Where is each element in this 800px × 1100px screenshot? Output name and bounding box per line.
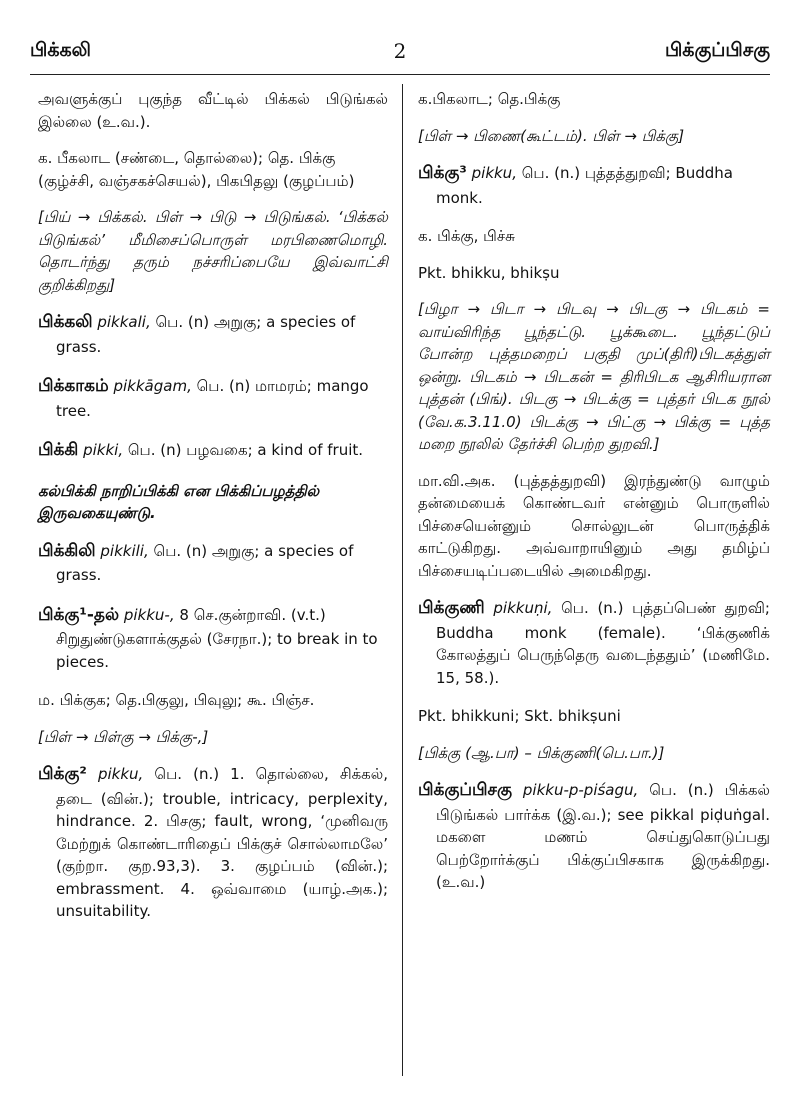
continued-cognates: க. பீகலாட (சண்டை, தொல்லை); தெ. பிக்கு (குழ்ச்சி, வஞ்சகச்செயல்), பிகபிதலு (குழப்பம்) (38, 149, 355, 190)
entry-pikki (38, 438, 388, 464)
left-column (38, 88, 388, 939)
definition: பெ. (n.) 1. தொல்லை, சிக்கல், தடை (வின்.); trouble, intricacy, perplexity, hindrance. 2. பிசகு; fault, wrong, ‘முனிவரு மேற்றுக் கொண்டாரிதைப் பிக்குச் சொல்லாமலே’ (குற்றா. குற.93,3). 3. குழப்பம் (வின்.); embrassment. 4. ஒவ்வாமை (யாழ்.அக.); unsuitability. (56, 765, 388, 920)
transliteration: pikku, (97, 765, 144, 783)
entry-prakrit: Pkt. bhikkuni; Skt. bhikṣuni (418, 707, 621, 725)
definition: பெ. (n.) புத்தத்துறவி; Buddha monk. (436, 164, 733, 207)
transliteration: pikkuṇi, (493, 599, 553, 617)
left-guide-word: பிக்கலி (30, 39, 91, 61)
page-number: 2 (393, 39, 407, 63)
entry-pikku-3 (418, 161, 770, 209)
entry-pikku-2 (38, 762, 388, 923)
headword: பிக்கு² (38, 764, 87, 784)
headword: பிக்கு³ (418, 163, 467, 183)
entry-cognates: க. பிக்கு, பிச்சு (418, 227, 515, 245)
entry-etymology: [பிக்கு (ஆ.பா) – பிக்குணி(பெ.பா.)] (418, 743, 665, 762)
entry-note: மா.வி.அக. (புத்தத்துறவி) இரந்துண்டு வாழும் தன்மையைக் கொண்டவர் என்னும் பொருளில் பிச்சையென்னும் சொல்லுடன் பொருத்திக் காட்டுகிறது. அவ்வாறாயினும் அது தமிழ்ப் பிச்சையடிப்படையில் அமைகிறது. (418, 471, 770, 580)
entry-etymology: [பிள் → பிள்கு → பிக்கு-,] (38, 727, 209, 746)
transliteration: pikku-, (123, 605, 175, 624)
column-divider (402, 84, 403, 1076)
continued-cognates: க.பிகலாட; தெ.பிக்கு (418, 90, 561, 108)
entry-pikkali (38, 310, 388, 358)
transliteration: pikkili, (100, 541, 149, 560)
headword: பிக்குணி (418, 598, 485, 618)
definition: பெ. (n) அறுகு; a species of grass. (56, 541, 354, 584)
transliteration: pikku, (471, 164, 517, 182)
entry-pikku-1 (38, 603, 388, 674)
transliteration: pikku-p-piśagu, (522, 781, 639, 799)
entry-pikkagam (38, 374, 388, 422)
definition: பெ. (n.) புத்தப்பெண் துறவி; Buddha monk (female). ‘பிக்குணிக் கோலத்துப் பெருந்தெரு வடைந்ததும்’ (மணிமே. 15, 58.). (436, 599, 770, 687)
headword: பிக்கு¹-தல் (38, 604, 120, 625)
transliteration: pikkali, (97, 313, 151, 331)
definition: பெ. (n.) பிக்கல் பிடுங்கல் பார்க்க (இ.வ.); see pikkal piḍuṅgal. மகளை மணம் செய்துகொடுப்பது பெற்றோர்க்குப் பிக்குப்பிசகாக இருக்கிறது. (உ.வ.) (436, 781, 770, 891)
entry-pikkuni (418, 596, 770, 689)
definition: பெ. (n) பழவகை; a kind of fruit. (123, 441, 364, 459)
header-rule (30, 74, 770, 75)
entry-prakrit: Pkt. bhikku, bhikṣu (418, 263, 560, 282)
headword: பிக்குப்பிசகு (418, 780, 512, 800)
continued-etymology: [பிள் → பிணை(கூட்டம்). பிள் → பிக்கு] (418, 126, 685, 145)
entry-pikku-p-pisagu (418, 778, 770, 894)
transliteration: pikkāgam, (113, 377, 192, 395)
entry-etymology: [பிழா → பிடா → பிடவு → பிடகு → பிடகம் = வாய்விரிந்த பூந்தட்டு. பூக்கூடை. பூந்தட்டுப் போன்ற புத்தமறைப் பகுதி முப்(திரி)பிடகத்துள் ஒன்று. பிடகம் → பிடகன் = திரிபிடக ஆசிரியரான புத்தன் (பிங்). பிடகு → பிடக்கு = புத்தர் பிடக நூல் (வே.க.3.11.0) பிடக்கு → பிட்கு → பிக்கு = புத்த மறை நூலில் தேர்ச்சி பெற்ற துறவி.] (418, 300, 770, 453)
definition: பெ. (n) மாமரம்; mango tree. (56, 377, 369, 420)
transliteration: pikki, (83, 441, 124, 459)
definition: 8 செ.குன்றாவி. (v.t.) சிறுதுண்டுகளாக்குதல் (சேரநா.); to break in to pieces. (56, 605, 378, 671)
entry-note: கல்பிக்கி நாறிப்பிக்கி என பிக்கிப்பழத்தில் இருவகையுண்டு. (38, 481, 320, 522)
continued-example: அவளுக்குப் புகுந்த வீட்டில் பிக்கல் பிடுங்கல் இல்லை (உ.வ.). (38, 90, 388, 131)
headword: பிக்கிலி (38, 540, 96, 561)
headword: பிக்கலி (38, 312, 93, 332)
definition: பெ. (n) அறுகு; a species of grass. (56, 313, 356, 356)
headword: பிக்காகம் (38, 376, 109, 396)
right-guide-word: பிக்குப்பிசகு (664, 39, 770, 61)
right-column (418, 88, 770, 910)
headword: பிக்கி (38, 440, 79, 460)
continued-etymology: [பிய் → பிக்கல். பிள் → பிடு → பிடுங்கல். ‘பிக்கல் பிடுங்கல்’ மீமிசைப்பொருள் மரபிணைமொழி. தொடர்ந்து தரும் நச்சரிப்பையே இவ்வாட்சி குறிக்கிறது] (38, 208, 388, 294)
entry-pikkili (38, 539, 388, 587)
page-header (30, 36, 770, 72)
entry-cognates: ம. பிக்குக; தெ.பிகுலு, பிவுலு; கூ. பிஞ்ச. (38, 691, 315, 709)
